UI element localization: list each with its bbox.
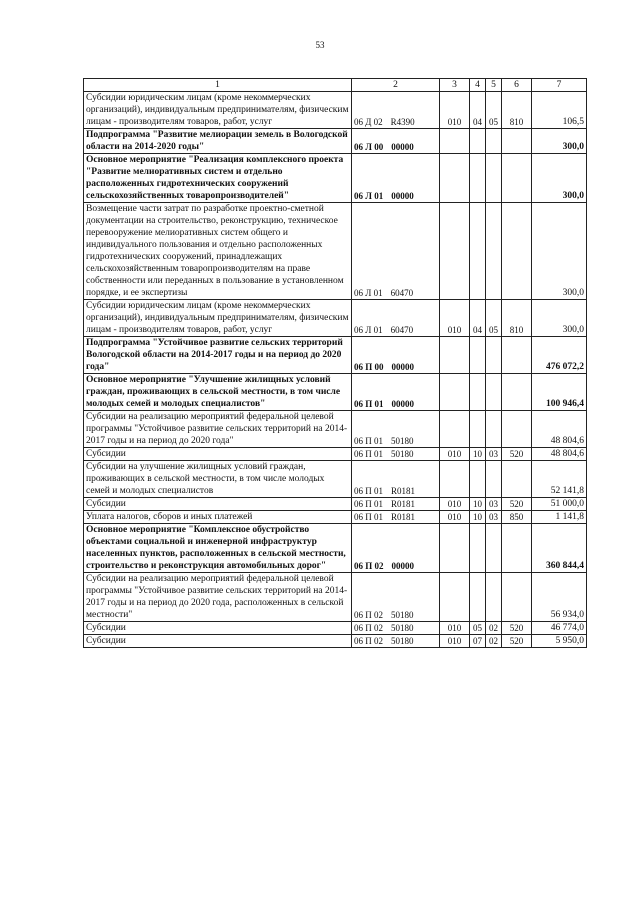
table-row xyxy=(84,524,587,573)
row-sum: 300,0 xyxy=(532,203,587,300)
row-col-6 xyxy=(502,154,532,203)
row-name: Субсидии на реализацию мероприятий федеральной целевой программы "Устойчивое развитие сельских территорий на 2014-2017 годы и на период до 2020 года" xyxy=(84,411,352,448)
code-direction: R0181 xyxy=(391,486,416,496)
code-direction: 50180 xyxy=(391,610,414,620)
row-code xyxy=(352,461,440,498)
row-name: Субсидии на реализацию мероприятий федеральной целевой программы "Устойчивое развитие сельских территорий на 2014-2017 годы и на период до 2020 года, расположенных в сельской местности" xyxy=(84,573,352,622)
row-name: Уплата налогов, сборов и иных платежей xyxy=(84,511,352,524)
row-col-4: 04 xyxy=(470,92,486,129)
row-col-6: 850 xyxy=(502,511,532,524)
row-name: Субсидии xyxy=(84,498,352,511)
code-program: 06 П 01 xyxy=(354,486,383,496)
row-col-6: 810 xyxy=(502,300,532,337)
row-code xyxy=(352,524,440,573)
row-col-6 xyxy=(502,374,532,411)
row-sum: 476 072,2 xyxy=(532,337,587,374)
row-col-5: 05 xyxy=(486,92,502,129)
code-program: 06 Д 02 xyxy=(354,117,383,127)
row-col-6: 810 xyxy=(502,92,532,129)
row-col-5: 03 xyxy=(486,511,502,524)
code-program: 06 П 00 xyxy=(354,362,384,372)
row-name: Субсидии xyxy=(84,622,352,635)
code-program: 06 П 02 xyxy=(354,610,383,620)
row-col-6 xyxy=(502,524,532,573)
row-col-4: 10 xyxy=(470,511,486,524)
code-program: 06 П 02 xyxy=(354,623,383,633)
row-name: Субсидии xyxy=(84,635,352,648)
code-program: 06 Л 00 xyxy=(354,142,384,152)
row-col-5: 02 xyxy=(486,622,502,635)
row-sum: 300,0 xyxy=(532,154,587,203)
row-col-5 xyxy=(486,461,502,498)
row-sum: 5 950,0 xyxy=(532,635,587,648)
row-code xyxy=(352,203,440,300)
row-col-3: 010 xyxy=(440,448,470,461)
header-col-4: 4 xyxy=(470,79,486,92)
row-col-3 xyxy=(440,524,470,573)
row-col-6 xyxy=(502,573,532,622)
row-col-3: 010 xyxy=(440,300,470,337)
row-col-4: 04 xyxy=(470,300,486,337)
row-col-5 xyxy=(486,129,502,154)
code-direction: R0181 xyxy=(391,512,416,522)
row-col-6: 520 xyxy=(502,622,532,635)
row-col-6: 520 xyxy=(502,498,532,511)
header-col-2: 2 xyxy=(352,79,440,92)
row-name: Основное мероприятие "Улучшение жилищных условий граждан, проживающих в сельской местности, в том числе молодых семей и молодых специалистов" xyxy=(84,374,352,411)
row-sum: 48 804,6 xyxy=(532,411,587,448)
row-col-4: 05 xyxy=(470,622,486,635)
row-col-3: 010 xyxy=(440,635,470,648)
row-col-3 xyxy=(440,337,470,374)
row-code xyxy=(352,92,440,129)
table-row xyxy=(84,92,587,129)
code-direction: 00000 xyxy=(391,142,414,152)
table-row xyxy=(84,374,587,411)
row-sum: 106,5 xyxy=(532,92,587,129)
row-col-6: 520 xyxy=(502,448,532,461)
code-program: 06 Л 01 xyxy=(354,288,383,298)
table-row xyxy=(84,635,587,648)
header-col-3: 3 xyxy=(440,79,470,92)
code-direction: 60470 xyxy=(390,325,414,335)
code-program: 06 Л 01 xyxy=(354,191,384,201)
row-name: Основное мероприятие "Комплексное обустройство объектами социальной и инженерной инфраструктур населенных пунктов, расположенных в сельской местности, строительство и реконструкция автомобильных дорог" xyxy=(84,524,352,573)
code-direction: 50180 xyxy=(391,449,414,459)
page-number: 53 xyxy=(315,40,325,50)
row-col-3: 010 xyxy=(440,92,470,129)
row-col-5 xyxy=(486,411,502,448)
row-col-5: 03 xyxy=(486,498,502,511)
row-col-4 xyxy=(470,524,486,573)
code-direction: 00000 xyxy=(391,561,415,571)
budget-table xyxy=(83,78,587,648)
row-sum: 300,0 xyxy=(532,129,587,154)
row-col-3 xyxy=(440,411,470,448)
code-direction: 50180 xyxy=(391,436,414,446)
row-col-3 xyxy=(440,374,470,411)
code-program: 06 П 01 xyxy=(354,499,383,509)
row-col-4 xyxy=(470,573,486,622)
row-name: Возмещение части затрат по разработке проектно-сметной документации на строительство, реконструкцию, техническое перевооружение мелиоративных систем общего и индивидуального пользования и отдельно расположенных гидротехнических сооружений, принадлежащих сельскохозяйственным товаропроизводителям на праве собственности или переданных в пользование в установленном порядке, и ее экспертизы xyxy=(84,203,352,300)
row-sum: 46 774,0 xyxy=(532,622,587,635)
row-code xyxy=(352,573,440,622)
row-col-4: 10 xyxy=(470,448,486,461)
row-name: Субсидии юридическим лицам (кроме некоммерческих организаций), индивидуальным предпринимателям, физическим лицам - производителям товаров, работ, услуг xyxy=(84,300,352,337)
row-code xyxy=(352,511,440,524)
table-row xyxy=(84,573,587,622)
row-sum: 360 844,4 xyxy=(532,524,587,573)
row-col-6 xyxy=(502,129,532,154)
row-code xyxy=(352,622,440,635)
row-col-5: 02 xyxy=(486,635,502,648)
row-sum: 51 000,0 xyxy=(532,498,587,511)
code-program: 06 П 02 xyxy=(354,636,383,646)
row-sum: 48 804,6 xyxy=(532,448,587,461)
header-col-7: 7 xyxy=(532,79,587,92)
row-col-3 xyxy=(440,203,470,300)
header-col-6: 6 xyxy=(502,79,532,92)
code-direction: R4390 xyxy=(390,117,415,127)
header-col-5: 5 xyxy=(486,79,502,92)
row-col-4 xyxy=(470,411,486,448)
table-row xyxy=(84,337,587,374)
row-code xyxy=(352,337,440,374)
table-row xyxy=(84,622,587,635)
row-code xyxy=(352,411,440,448)
row-col-4: 07 xyxy=(470,635,486,648)
row-code xyxy=(352,635,440,648)
row-name: Субсидии юридическим лицам (кроме некоммерческих организаций), индивидуальным предпринимателям, физическим лицам - производителям товаров, работ, услуг xyxy=(84,92,352,129)
row-col-4 xyxy=(470,374,486,411)
row-col-4 xyxy=(470,129,486,154)
row-col-3: 010 xyxy=(440,498,470,511)
row-col-5: 03 xyxy=(486,448,502,461)
row-name: Подпрограмма "Развитие мелиорации земель в Вологодской области на 2014-2020 годы" xyxy=(84,129,352,154)
row-code xyxy=(352,154,440,203)
row-col-6 xyxy=(502,461,532,498)
row-col-5 xyxy=(486,337,502,374)
row-col-3: 010 xyxy=(440,622,470,635)
row-col-5 xyxy=(486,203,502,300)
row-col-3 xyxy=(440,461,470,498)
table-row xyxy=(84,448,587,461)
row-name: Субсидии xyxy=(84,448,352,461)
row-col-6 xyxy=(502,411,532,448)
row-name: Подпрограмма "Устойчивое развитие сельских территорий Вологодской области на 2014-2017 годы и на период до 2020 года" xyxy=(84,337,352,374)
table-header-row xyxy=(84,79,587,92)
row-col-5 xyxy=(486,524,502,573)
code-direction: R0181 xyxy=(391,499,416,509)
row-sum: 300,0 xyxy=(532,300,587,337)
row-col-4 xyxy=(470,203,486,300)
row-code xyxy=(352,448,440,461)
table-row xyxy=(84,498,587,511)
row-col-4 xyxy=(470,154,486,203)
row-sum: 56 934,0 xyxy=(532,573,587,622)
row-code xyxy=(352,300,440,337)
row-col-6 xyxy=(502,337,532,374)
row-col-5 xyxy=(486,573,502,622)
code-direction: 00000 xyxy=(391,399,415,409)
code-program: 06 Л 01 xyxy=(354,325,383,335)
row-name: Субсидии на улучшение жилищных условий граждан, проживающих в сельской местности, в том числе молодых семей и молодых специалистов xyxy=(84,461,352,498)
table-row xyxy=(84,154,587,203)
row-col-3 xyxy=(440,129,470,154)
row-col-4: 10 xyxy=(470,498,486,511)
row-code xyxy=(352,374,440,411)
table-row xyxy=(84,411,587,448)
code-direction: 60470 xyxy=(390,288,414,298)
row-col-6: 520 xyxy=(502,635,532,648)
row-col-5: 05 xyxy=(486,300,502,337)
code-direction: 50180 xyxy=(391,636,414,646)
row-col-5 xyxy=(486,154,502,203)
row-code xyxy=(352,129,440,154)
code-program: 06 П 02 xyxy=(354,561,384,571)
code-program: 06 П 01 xyxy=(354,512,383,522)
code-direction: 50180 xyxy=(391,623,414,633)
row-code xyxy=(352,498,440,511)
header-col-1: 1 xyxy=(84,79,352,92)
table-row xyxy=(84,461,587,498)
row-col-3 xyxy=(440,154,470,203)
table-row xyxy=(84,129,587,154)
table-row xyxy=(84,300,587,337)
code-program: 06 П 01 xyxy=(354,436,383,446)
code-direction: 00000 xyxy=(391,191,414,201)
row-col-4 xyxy=(470,461,486,498)
row-sum: 100 946,4 xyxy=(532,374,587,411)
table-row xyxy=(84,511,587,524)
code-program: 06 П 01 xyxy=(354,399,384,409)
row-sum: 52 141,8 xyxy=(532,461,587,498)
code-direction: 00000 xyxy=(391,362,415,372)
row-name: Основное мероприятие "Реализация комплексного проекта "Развитие мелиоративных систем и отдельно расположенных гидротехнических сооружений сельскохозяйственных товаропроизводителей" xyxy=(84,154,352,203)
row-col-3: 010 xyxy=(440,511,470,524)
row-col-6 xyxy=(502,203,532,300)
code-program: 06 П 01 xyxy=(354,449,383,459)
row-col-4 xyxy=(470,337,486,374)
row-sum: 1 141,8 xyxy=(532,511,587,524)
table-row xyxy=(84,203,587,300)
row-col-3 xyxy=(440,573,470,622)
row-col-5 xyxy=(486,374,502,411)
